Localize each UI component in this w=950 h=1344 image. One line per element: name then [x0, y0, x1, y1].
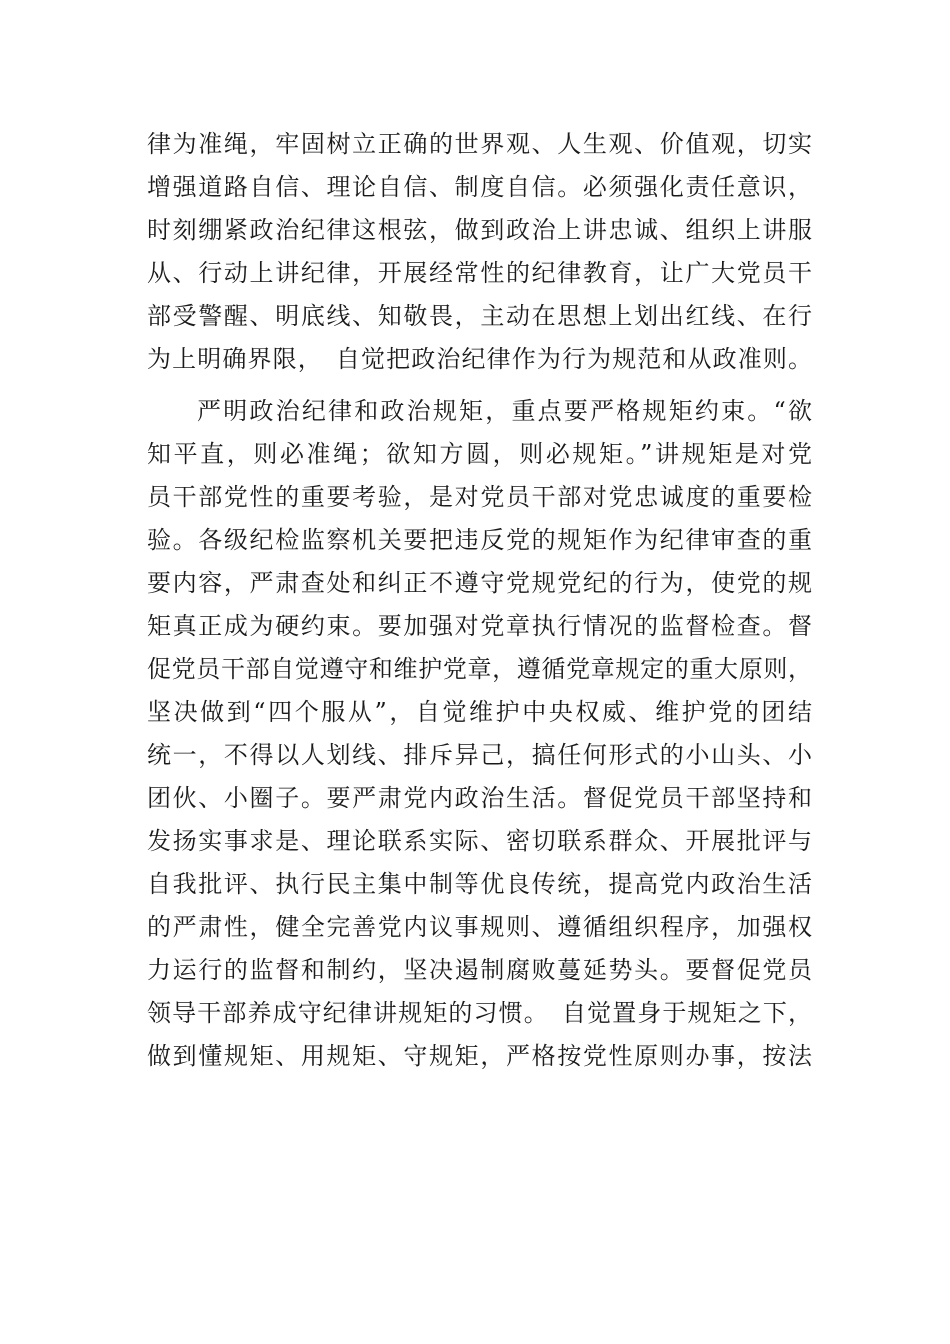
paragraph-2-line-12: 自我批评、执行民主集中制等优良传统，提高党内政治生活	[147, 870, 812, 898]
paragraph-2-line-15: 领导干部养成守纪律讲规矩的习惯。 自觉置身于规矩之下，	[147, 999, 812, 1027]
paragraph-2-line-14: 力运行的监督和制约，坚决遏制腐败蔓延势头。要督促党员	[147, 956, 812, 984]
paragraph-1-line-2: 增强道路自信、理论自信、制度自信。必须强化责任意识，	[147, 173, 812, 201]
paragraph-1-line-1: 律为准绳，牢固树立正确的世界观、人生观、价值观，切实	[147, 130, 812, 158]
paragraph-2-line-13: 的严肃性，健全完善党内议事规则、遵循组织程序，加强权	[147, 913, 812, 941]
paragraph-2-line-8: 坚决做到“四个服从”，自觉维护中央权威、维护党的团结	[147, 698, 812, 726]
paragraph-2-line-11: 发扬实事求是、理论联系实际、密切联系群众、开展批评与	[147, 827, 812, 855]
paragraph-2-line-7: 促党员干部自觉遵守和维护党章，遵循党章规定的重大原则，	[147, 655, 812, 683]
paragraph-1-line-3: 时刻绷紧政治纪律这根弦，做到政治上讲忠诚、组织上讲服	[147, 216, 812, 244]
paragraph-2-line-16: 做到懂规矩、用规矩、守规矩，严格按党性原则办事，按法	[147, 1042, 812, 1070]
paragraph-2-line-1: 严明政治纪律和政治规矩，重点要严格规矩约束。“欲	[197, 397, 812, 425]
paragraph-2-line-3: 员干部党性的重要考验，是对党员干部对党忠诚度的重要检	[147, 483, 812, 511]
paragraph-1-line-6: 为上明确界限， 自觉把政治纪律作为行为规范和从政准则。	[147, 345, 812, 373]
paragraph-2-line-4: 验。各级纪检监察机关要把违反党的规矩作为纪律审查的重	[147, 526, 812, 554]
paragraph-1-line-5: 部受警醒、明底线、知敬畏，主动在思想上划出红线、在行	[147, 302, 812, 330]
paragraph-1-line-4: 从、行动上讲纪律，开展经常性的纪律教育，让广大党员干	[147, 259, 812, 287]
paragraph-2-line-6: 矩真正成为硬约束。要加强对党章执行情况的监督检查。督	[147, 612, 812, 640]
paragraph-2-line-10: 团伙、小圈子。要严肃党内政治生活。督促党员干部坚持和	[147, 784, 812, 812]
paragraph-2-line-5: 要内容，严肃查处和纠正不遵守党规党纪的行为，使党的规	[147, 569, 812, 597]
paragraph-2-line-2: 知平直，则必准绳；欲知方圆，则必规矩。”讲规矩是对党	[147, 440, 812, 468]
paragraph-2-line-9: 统一，不得以人划线、排斥异己，搞任何形式的小山头、小	[147, 741, 812, 769]
